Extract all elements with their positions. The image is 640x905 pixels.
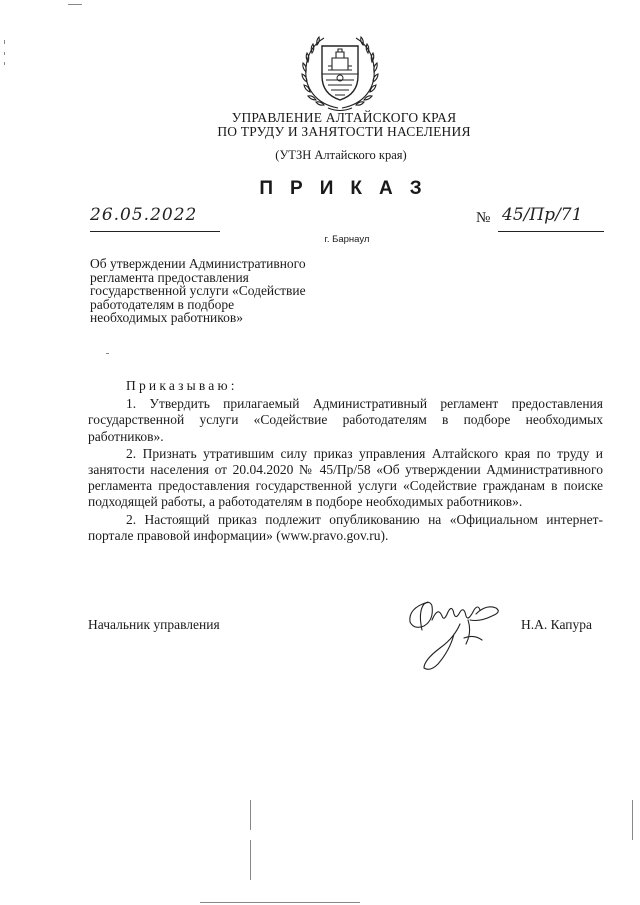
organization-name-line1: УПРАВЛЕНИЕ АЛТАЙСКОГО КРАЯ — [231, 110, 457, 125]
subject-line: необходимых работников» — [90, 310, 244, 325]
number-field — [498, 205, 604, 232]
date-field — [90, 205, 220, 232]
document-subject — [90, 257, 350, 325]
scan-mark — [4, 40, 5, 44]
order-paragraph-2: 2. Признать утратившим силу приказ управления Алтайского края по труду и занятости населения от 20.04.2020 № 45/Пр/58 «Об утверждении Административного регламента предоставления государственной услуги «Содействие гражданам в поиске подходящей работы, а работодателям в подборе необходимых работников». — [88, 445, 603, 510]
document-type-title: ПРИКАЗ — [259, 178, 439, 199]
signer-position: Начальник управления — [88, 617, 220, 632]
scan-mark — [4, 52, 5, 55]
subject-line: Об утверждении Административного — [90, 256, 306, 271]
subject-line: работодателям в подборе — [90, 296, 235, 312]
organization-short-name: (УТЗН Алтайского края) — [275, 148, 407, 162]
scan-mark — [4, 62, 5, 65]
subject-line: государственной услуги «Содействие — [90, 283, 306, 298]
subject-line: регламента предоставления — [90, 269, 249, 285]
handwritten-signature — [398, 590, 518, 670]
order-body — [88, 378, 603, 544]
order-preamble: Приказываю: — [126, 378, 238, 393]
scan-mark — [68, 4, 82, 5]
scan-mark — [632, 800, 633, 840]
scan-mark — [200, 902, 360, 903]
scan-mark — [250, 800, 251, 830]
signer-name: Н.А. Капура — [521, 617, 592, 632]
scan-mark — [250, 840, 251, 880]
handwritten-number: 45/Пр/71 — [502, 205, 583, 225]
handwritten-date: 26.05.2022 — [90, 205, 198, 225]
order-paragraph-3: 2. Настоящий приказ подлежит опубликованию на «Официальном интернет-портале правовой информации» (www.pravo.gov.ru). — [88, 511, 603, 543]
order-paragraph-1: 1. Утвердить прилагаемый Административный регламент предоставления государственной услуги «Содействие работодателям в подборе необходимых работников». — [88, 396, 603, 444]
organization-name-line2: ПО ТРУДУ И ЗАНЯТОСТИ НАСЕЛЕНИЯ — [217, 124, 471, 139]
number-sign: № — [476, 210, 491, 226]
coat-of-arms-emblem — [298, 30, 382, 114]
city-label: г. Барнаул — [324, 234, 370, 245]
scan-mark — [106, 353, 109, 354]
